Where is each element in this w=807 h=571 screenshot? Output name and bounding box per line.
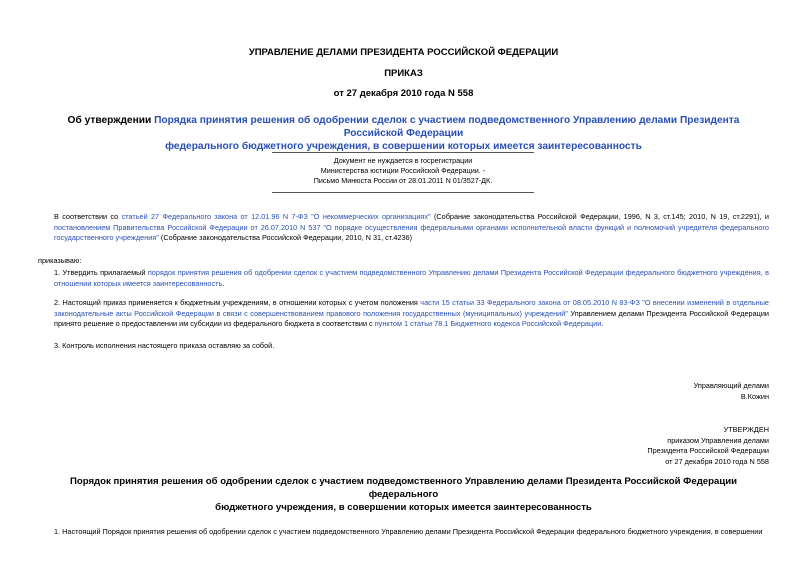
preamble-text: (Собрание законодательства Российской Федерации, 2010, N 31, ст.4236): [158, 233, 412, 243]
item-text: .: [601, 319, 604, 329]
order-item-3: 3. Контроль исполнения настоящего приказа оставляю за собой.: [54, 341, 275, 350]
registration-note-line: Письмо Минюста России от 28.01.2011 N 01/3527-ДК.: [313, 176, 493, 185]
registration-note-line: Документ не нуждается в госрегистрации: [333, 156, 473, 165]
order-item-2: [38, 298, 769, 330]
title-link-procedure[interactable]: Порядка принятия решения об одобрении сделок с участием подведомственного Управлению делами Президента Российской Федерации: [154, 115, 740, 139]
approval-line: приказом Управления делами: [667, 435, 769, 445]
item-2-link-law[interactable]: части 15 статьи 33 Федерального закона от 08.05.2010 N 83-ФЗ "О внесении изменений в отдельные законодательные акты Российской Федерации в связи с совершенствованием правового положения государственных (муниципальных) учреждений": [54, 298, 769, 318]
approval-stamp: [647, 425, 769, 468]
orders-word: приказываю:: [38, 256, 82, 265]
signature-block: [694, 381, 769, 402]
document-type: ПРИКАЗ: [384, 68, 423, 79]
preamble-link-law[interactable]: статьей 27 Федерального закона от 12.01.96 N 7-ФЗ "О некоммерческих организациях": [121, 212, 431, 221]
title-prefix: Об утверждении: [67, 115, 155, 126]
order-item-1: [38, 268, 769, 289]
item-text: 2. Настоящий приказ применяется к бюджетным учреждениям, в отношении которых с учетом положения: [54, 298, 421, 307]
preamble-link-decree[interactable]: постановлением Правительства Российской Федерации от 26.07.2010 N 537 "О порядке осуществления федеральными органами исполнительной власти функций и полномочий учредителя федерального государственного учреждения": [54, 222, 769, 243]
preamble-text: (Собрание законодательства Российской Федерации, 1996, N 3, ст.145; 2010, N 19, ст.2291), и: [430, 212, 769, 221]
registration-note: [272, 156, 534, 186]
agency-heading: УПРАВЛЕНИЕ ДЕЛАМИ ПРЕЗИДЕНТА РОССИЙСКОЙ ФЕДЕРАЦИИ: [248, 47, 559, 58]
registration-note-line: Министерства юстиции Российской Федерации. -: [320, 166, 486, 175]
annex-paragraph-1: 1. Настоящий Порядок принятия решения об одобрении сделок с участием подведомственного Управлению делами Президента Российской Федерации федерального бюджетного учреждения, в совершении: [54, 527, 763, 536]
document-date-number: от 27 декабря 2010 года N 558: [333, 88, 474, 99]
item-1-link-procedure[interactable]: порядок принятия решения об одобрении сделок с участием подведомственного Управлению делами Президента Российской Федерации федерального бюджетного учреждения, в отношении которых имеется заинтересованность: [54, 268, 769, 288]
item-2-link-budget-code[interactable]: пунктом 1 статьи 78.1 Бюджетного кодекса Российской Федерации: [374, 319, 602, 329]
signatory-position: Управляющий делами: [693, 381, 769, 390]
signatory-name: В.Кожин: [740, 391, 769, 401]
preamble-paragraph: [38, 212, 769, 244]
approval-line: от 27 декабря 2010 года N 558: [665, 457, 769, 467]
preamble-text: В соответствии со: [54, 212, 122, 221]
annex-title-line: Порядок принятия решения об одобрении сделок с участием подведомственного Управлению делами Президента Российской Федерации федерального: [69, 476, 738, 500]
item-text: 1. Утвердить прилагаемый: [54, 268, 148, 277]
item-text: Управлением делами Президента Российской Федерации принято решение о предоставлении им субсидии из федерального бюджета в соответствии с: [54, 308, 769, 329]
annex-title: [40, 475, 767, 514]
note-top-rule: [272, 152, 534, 153]
order-title: [40, 114, 767, 153]
approval-line: Президента Российской Федерации: [647, 446, 769, 456]
title-link-procedure-cont[interactable]: федерального бюджетного учреждения, в совершении которых имеется заинтересованность: [165, 141, 642, 152]
note-bottom-rule: [272, 192, 534, 193]
item-text: .: [222, 278, 225, 288]
annex-title-line: бюджетного учреждения, в совершении которых имеется заинтересованность: [215, 502, 592, 513]
approval-line: УТВЕРЖДЕН: [723, 425, 769, 434]
